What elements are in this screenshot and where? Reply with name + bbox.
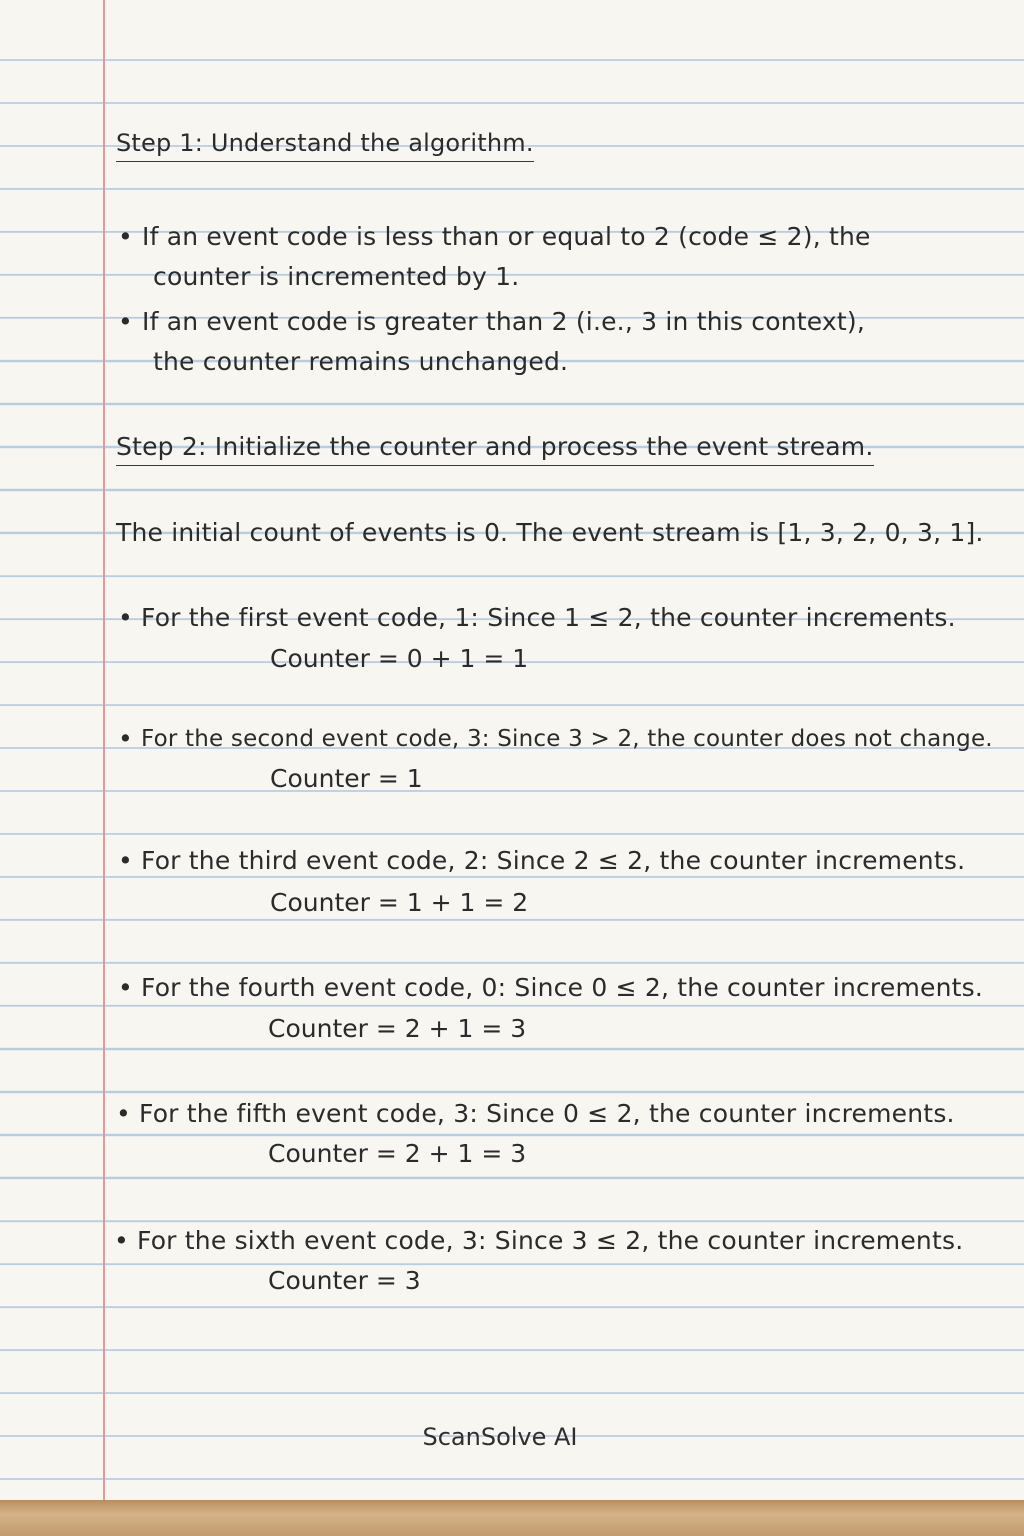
event-2-text: For the second event code, 3: Since 3 > 2, the counter does not change. xyxy=(141,726,993,752)
event-4-counter: Counter = 2 + 1 = 3 xyxy=(268,1014,527,1043)
event-5-counter: Counter = 2 + 1 = 3 xyxy=(268,1139,527,1168)
event-2-counter: Counter = 1 xyxy=(270,764,423,793)
bullet-icon: • xyxy=(118,603,133,632)
event-4-text: For the fourth event code, 0: Since 0 ≤ 2, the counter increments. xyxy=(141,973,983,1002)
event-6-counter: Counter = 3 xyxy=(268,1266,421,1295)
step1-heading: Step 1: Understand the algorithm. xyxy=(116,128,534,162)
bullet-icon: • xyxy=(118,724,133,753)
step1-rule1-line1: If an event code is less than or equal to 2 (code ≤ 2), the xyxy=(142,222,871,251)
step2-intro: The initial count of events is 0. The event stream is [1, 3, 2, 0, 3, 1]. xyxy=(116,518,984,547)
event-3-text: For the third event code, 2: Since 2 ≤ 2, the counter increments. xyxy=(141,846,966,875)
bullet-icon: • xyxy=(118,973,133,1002)
step1-rule2-line1: If an event code is greater than 2 (i.e., 3 in this context), xyxy=(142,307,866,336)
event-5-text: For the fifth event code, 3: Since 0 ≤ 2, the counter increments. xyxy=(139,1099,955,1128)
bullet-icon: • xyxy=(118,222,133,251)
desk-surface xyxy=(0,1500,1024,1536)
bullet-icon: • xyxy=(116,1099,131,1128)
step1-rule1-line2: counter is incremented by 1. xyxy=(153,262,520,291)
event-1-text: For the first event code, 1: Since 1 ≤ 2, the counter increments. xyxy=(141,603,956,632)
step1-rule2-line2: the counter remains unchanged. xyxy=(153,347,569,376)
margin-line xyxy=(103,0,105,1500)
event-6-text: For the sixth event code, 3: Since 3 ≤ 2, the counter increments. xyxy=(137,1226,964,1255)
event-3-counter: Counter = 1 + 1 = 2 xyxy=(270,888,529,917)
event-1-counter: Counter = 0 + 1 = 1 xyxy=(270,644,529,673)
step2-heading: Step 2: Initialize the counter and process the event stream. xyxy=(116,432,874,466)
bullet-icon: • xyxy=(118,846,133,875)
bullet-icon: • xyxy=(114,1226,129,1255)
bullet-icon: • xyxy=(118,307,133,336)
brand-footer: ScanSolve AI xyxy=(422,1423,578,1451)
